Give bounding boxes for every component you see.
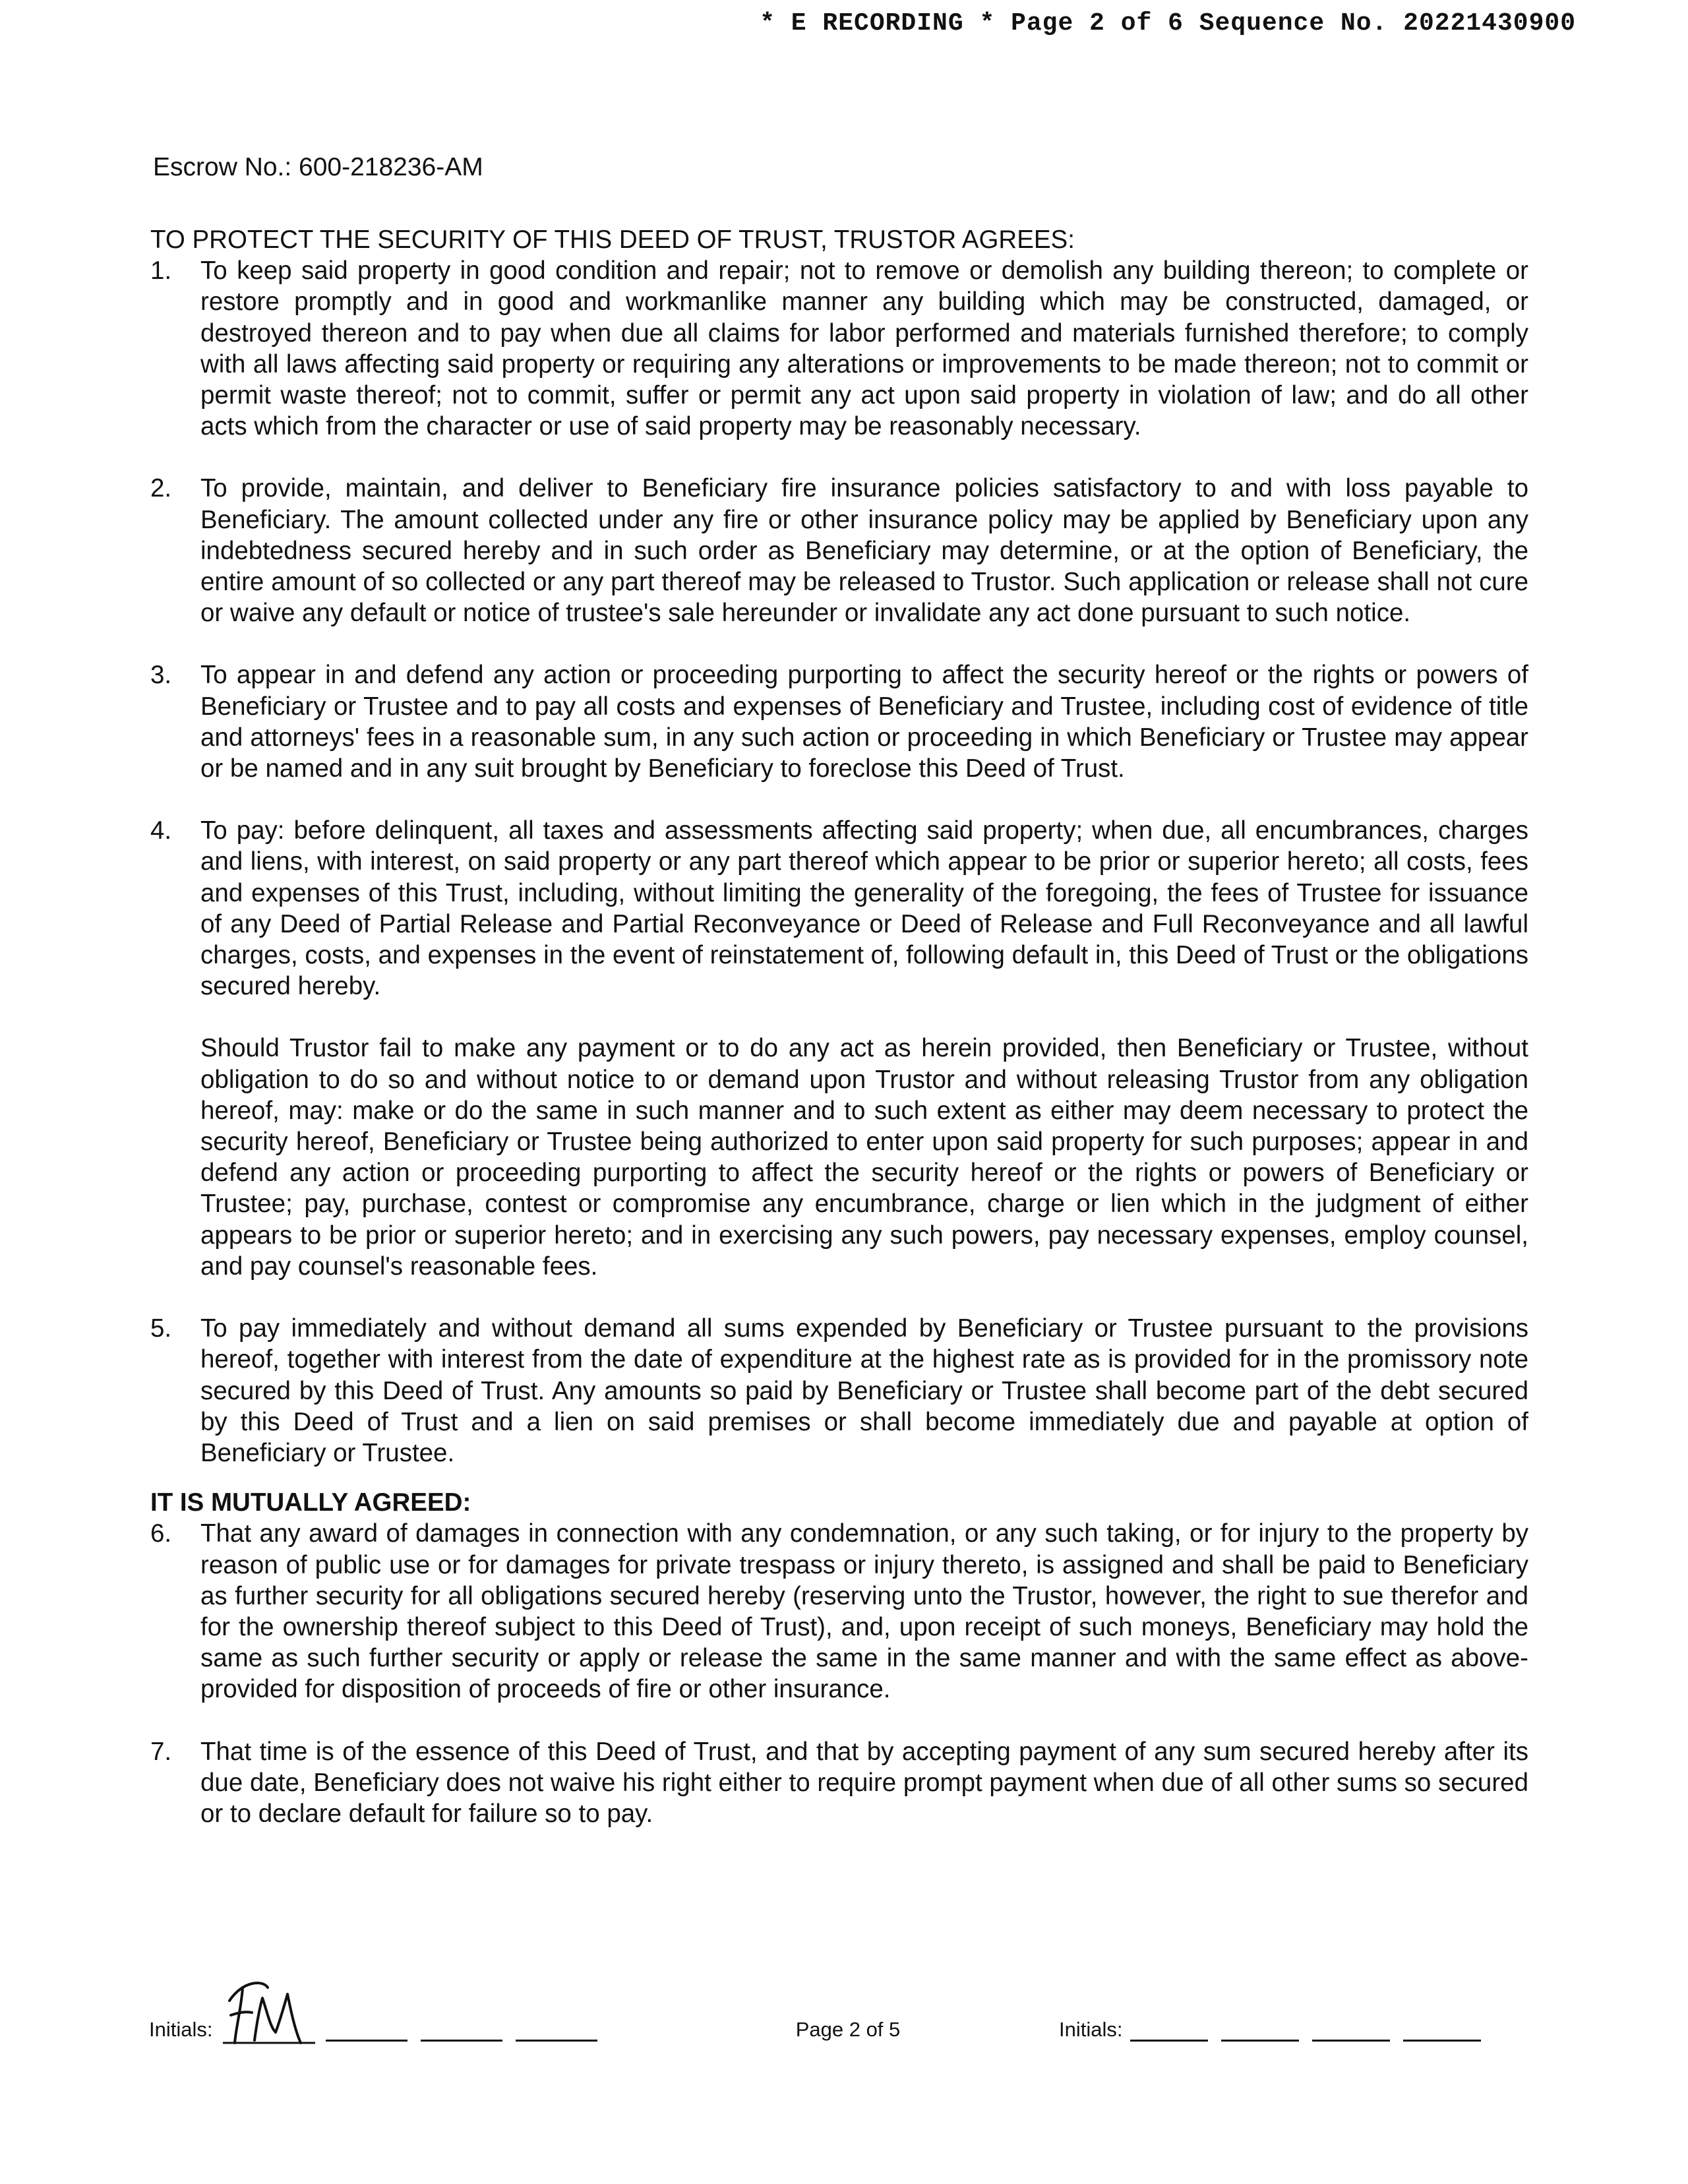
clause-paragraph: That any award of damages in connection with any condemnation, or any such taking, or for injury to the property by reason of public use or for damages for private trespass or injury thereto, is assigned and shall be paid to Beneficiary as further security for all obligations secured hereby (reserving unto the Trustor, however, the right to sue therefor and for the ownership thereof subject to this Deed of Trust), and, upon receipt of such moneys, Beneficiary may hold the same as such further security or apply or release the same in the same manner and with the same effect as above-provided for disposition of proceeds of fire or other insurance. bbox=[200, 1519, 1528, 1704]
mutual-clauses bbox=[150, 1518, 1528, 1829]
clause-paragraph: To pay immediately and without demand all sums expended by Beneficiary or Trustee pursuant to the provisions hereof, together with interest from the date of expenditure at the highest rate as is provided for in the promissory note secured by this Deed of Trust. Any amounts so paid by Beneficiary or Trustee shall become part of the debt secured by this Deed of Trust and a lien on said premises or shall become immediately due and payable at option of Beneficiary or Trustee. bbox=[200, 1314, 1528, 1467]
initials-line[interactable] bbox=[1312, 2018, 1390, 2042]
clause-paragraph: To appear in and defend any action or proceeding purporting to affect the security hereof or the rights or powers of Beneficiary or Trustee and to pay all costs and expenses of Beneficiary and Trustee, including cost of evidence of title and attorneys' fees in a reasonable sum, in any such action or proceeding in which Beneficiary or Trustee may appear or be named and in any suit brought by Beneficiary to foreclose this Deed of Trust. bbox=[200, 661, 1528, 783]
clause-item bbox=[150, 1518, 1528, 1705]
initials-right-label: Initials: bbox=[1059, 2018, 1123, 2041]
section-heading-mutual: IT IS MUTUALLY AGREED: bbox=[150, 1488, 471, 1517]
initials-line[interactable] bbox=[1221, 2018, 1299, 2042]
clause-text bbox=[200, 1313, 1528, 1469]
clause-number: 3. bbox=[150, 661, 172, 690]
clause-number: 6. bbox=[150, 1519, 172, 1548]
clause-item bbox=[150, 1313, 1528, 1469]
trustor-clauses bbox=[150, 255, 1528, 1469]
initials-line[interactable] bbox=[516, 2018, 597, 2042]
clause-text bbox=[200, 473, 1528, 628]
clause-paragraph: That time is of the essence of this Deed of Trust, and that by accepting payment of any sum secured hereby after its due date, Beneficiary does not waive his right either to require prompt payment when due of all other sums so secured or to declare default for failure so to pay. bbox=[200, 1737, 1528, 1828]
clause-number: 2. bbox=[150, 474, 172, 503]
page-number: Page 2 of 5 bbox=[795, 2018, 901, 2041]
clause-number: 7. bbox=[150, 1737, 172, 1766]
clause-paragraph: To keep said property in good condition and repair; not to remove or demolish any building thereon; to complete or restore promptly and in good and workmanlike manner any building which may be constructed, damaged, or destroyed thereon and to pay when due all claims for labor performed and materials furnished therefore; to comply with all laws affecting said property or requiring any alterations or improvements to be made thereon; not to commit or permit waste thereof; not to commit, suffer or permit any act upon said property in violation of law; and do all other acts which from the character or use of said property may be reasonably necessary. bbox=[200, 257, 1528, 441]
clause-paragraph: To provide, maintain, and deliver to Beneficiary fire insurance policies satisfactory to and with loss payable to Beneficiary. The amount collected under any fire or other insurance policy may be applied by Beneficiary upon any indebtedness secured hereby and in such order as Beneficiary may determine, or at the option of Beneficiary, the entire amount of so collected or any part thereof may be released to Trustor. Such application or release shall not cure or waive any default or notice of trustee's sale hereunder or invalidate any act done pursuant to such notice. bbox=[200, 474, 1528, 628]
clause-text bbox=[200, 1736, 1528, 1830]
initials-right-group bbox=[1059, 2018, 1494, 2042]
section-heading-trustor: TO PROTECT THE SECURITY OF THIS DEED OF TRUST, TRUSTOR AGREES: bbox=[150, 226, 1075, 254]
clause-number: 4. bbox=[150, 816, 172, 845]
clause-paragraph: Should Trustor fail to make any payment or to do any act as herein provided, then Beneficiary or Trustee, without obligation to do so and without notice to or demand upon Trustor and without releasing Trustor from any obligation hereof, may: make or do the same in such manner and to such extent as either may deem necessary to protect the security hereof, Beneficiary or Trustee being authorized to enter upon said property for such purposes; appear in and defend any action or proceeding purporting to affect the security hereof or the rights or powers of Beneficiary or Trustee; pay, purchase, contest or compromise any encumbrance, charge or lien which in the judgment of either appears to be prior or superior hereto; and in exercising any such powers, pay necessary expenses, employ counsel, and pay counsel's reasonable fees. bbox=[200, 1034, 1528, 1281]
clause-paragraph: To pay: before delinquent, all taxes and assessments affecting said property; when due, all encumbrances, charges and liens, with interest, on said property or any part thereof which appear to be prior or superior hereto; all costs, fees and expenses of this Trust, including, without limiting the generality of the foregoing, the fees of Trustee for issuance of any Deed of Partial Release and Partial Reconveyance or Deed of Release and Full Reconveyance and all lawful charges, costs, and expenses in the event of reinstatement of, following default in, this Deed of Trust or the obligations secured hereby. bbox=[200, 816, 1528, 1001]
clause-item bbox=[150, 255, 1528, 442]
initials-line[interactable] bbox=[1403, 2018, 1481, 2042]
clause-number: 1. bbox=[150, 257, 172, 286]
initials-line[interactable] bbox=[326, 2018, 407, 2042]
handwritten-initials-icon bbox=[220, 2020, 313, 2042]
clause-item bbox=[150, 659, 1528, 784]
initials-left-group bbox=[149, 2018, 611, 2042]
initials-left-label: Initials: bbox=[149, 2018, 213, 2041]
clause-text bbox=[200, 659, 1528, 784]
deed-body bbox=[150, 224, 1528, 1829]
escrow-number: Escrow No.: 600-218236-AM bbox=[153, 153, 483, 181]
clause-item bbox=[150, 473, 1528, 628]
clause-item bbox=[150, 1736, 1528, 1830]
clause-text bbox=[200, 255, 1528, 442]
clause-text bbox=[200, 1518, 1528, 1705]
clause-text bbox=[200, 815, 1528, 1282]
clause-item bbox=[150, 815, 1528, 1282]
initials-line[interactable] bbox=[1130, 2018, 1208, 2042]
clause-number: 5. bbox=[150, 1314, 172, 1343]
recording-header: * E RECORDING * Page 2 of 6 Sequence No. 20221430900 bbox=[760, 9, 1576, 38]
initials-line[interactable] bbox=[421, 2018, 502, 2042]
page-footer bbox=[149, 1991, 1540, 2064]
